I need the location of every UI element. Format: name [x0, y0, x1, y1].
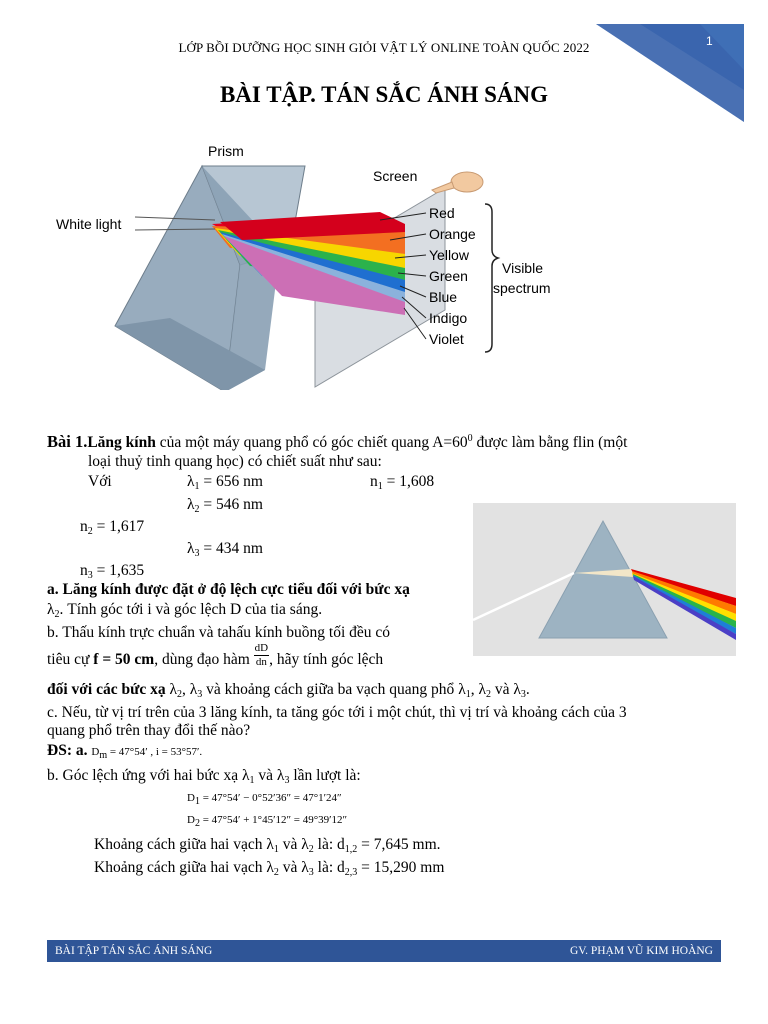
page-footer: [47, 940, 721, 962]
n-3: $n_3 = 1,635$: [80, 562, 145, 581]
color-label-blue: Blue: [429, 289, 458, 305]
footer-right: GV. PHẠM VŨ KIM HOÀNG: [569, 945, 713, 957]
part-b-line-3: đối với các bức xạ $\lambda_2$, $\lambda_3$ và khoảng cách giữa ba vạch quang phổ $\lambda_1$, $\lambda_2$ và $\lambda_3$.: [47, 681, 530, 700]
part-b-line-2: tiêu cự f = 50 cm, dùng đạo hàm $\frac{dD}{dn}$ , hãy tính góc lệch: [47, 641, 384, 668]
part-a-line-2: $\lambda_2$. Tính góc tới i và góc lệch D của tia sáng.: [47, 601, 323, 620]
part-c-line-2: quang phổ trên thay đổi thế nào?: [47, 722, 251, 739]
prism-dispersion-figure: [50, 140, 570, 390]
prism-photo: [473, 503, 736, 656]
color-label-orange: Orange: [429, 226, 476, 242]
spectrum-label-2: spectrum: [493, 280, 551, 296]
part-c-line-1: c. Nếu, từ vị trí trên của 3 lăng kính, ta tăng góc tới i một chút, thì vị trí và khoảng cách của 3: [47, 704, 627, 721]
color-label-indigo: Indigo: [429, 310, 468, 326]
part-b-line-1: b. Thấu kính trực chuẩn và tahấu kính buồng tối đều có: [47, 624, 391, 641]
answer-b-intro: b. Góc lệch ứng với hai bức xạ $\lambda_1$ và $\lambda_3$ lần lượt là:: [47, 767, 361, 786]
spectrum-bracket: [485, 204, 498, 352]
page-number: 1: [706, 34, 713, 48]
with-label: Với: [88, 473, 112, 490]
part-a-line-1: a. Lăng kính được đặt ở độ lệch cực tiểu đối với bức xạ: [47, 581, 410, 598]
lambda-3: $\lambda_3 = 434$ nm: [187, 540, 263, 559]
problem-line-1: Bài 1.Lăng kính của một máy quang phổ có góc chiết quang $A=60^0$ được làm bằng flin (một: [47, 432, 628, 451]
pointing-hand-icon: [432, 172, 483, 193]
color-label-violet: Violet: [429, 331, 464, 347]
course-header: LỚP BỒI DƯỠNG HỌC SINH GIỎI VẬT LÝ ONLINE TOÀN QUỐC 2022: [178, 40, 590, 55]
problem-line-2: loại thuỷ tinh quang học) có chiết suất như sau:: [88, 453, 382, 470]
answer-d2: D2 = 47°54′ + 1°45′12″ = 49°39′12″: [187, 814, 348, 829]
n-1: $n_1 = 1,608$: [370, 473, 435, 492]
screen-label: Screen: [373, 168, 418, 184]
prism-label: Prism: [208, 143, 244, 159]
lambda-1: $\lambda_1 = 656$ nm: [187, 473, 263, 492]
answer-d1: D1 = 47°54′ − 0°52′36″ = 47°1′24″: [187, 792, 342, 807]
answer-distance-1: Khoảng cách giữa hai vạch $\lambda_1$ và $\lambda_2$ là: $d_{1,2} = 7,645$ mm.: [94, 836, 441, 855]
page-title: BÀI TẬP. TÁN SẮC ÁNH SÁNG: [219, 82, 549, 107]
answer-distance-2: Khoảng cách giữa hai vạch $\lambda_2$ và $\lambda_3$ là: $d_{2,3} = 15,290$ mm: [94, 859, 445, 878]
color-label-red: Red: [429, 205, 455, 221]
answer-a: ĐS: a. Dm = 47°54′ , i = 53°57′.: [47, 742, 203, 761]
spectrum-label-1: Visible: [502, 260, 543, 276]
footer-left: BÀI TẬP TÁN SẮC ÁNH SÁNG: [55, 945, 213, 957]
white-light-label: White light: [56, 216, 122, 232]
n-2: $n_2 = 1,617$: [80, 518, 145, 537]
color-label-yellow: Yellow: [429, 247, 469, 263]
lambda-2: $\lambda_2 = 546$ nm: [187, 496, 263, 515]
color-label-green: Green: [429, 268, 468, 284]
corner-decoration: [0, 0, 768, 130]
